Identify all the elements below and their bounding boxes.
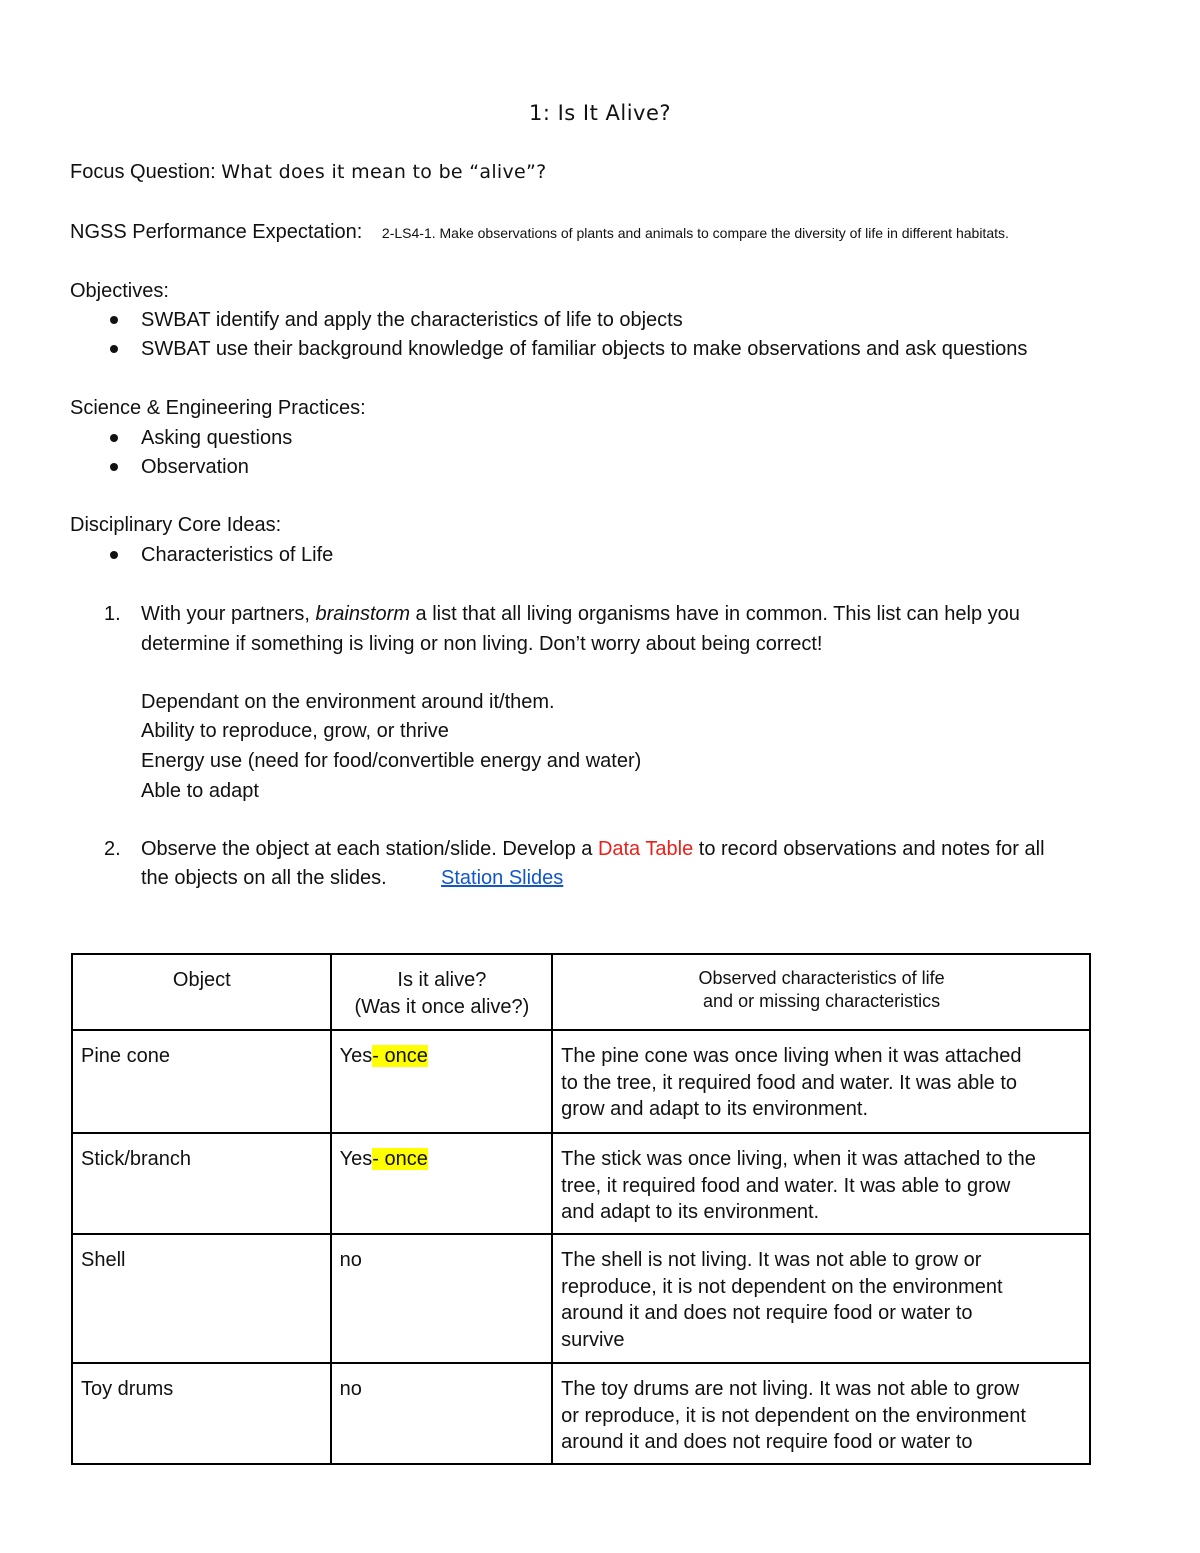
table-row [72, 1133, 1090, 1234]
practice-item: Asking questions [141, 427, 293, 449]
table-row [72, 1234, 1090, 1363]
cell-alive: Yes- once [331, 1030, 553, 1133]
cell-object: Pine cone [72, 1030, 331, 1133]
brainstorm-answer: Able to adapt [141, 780, 259, 802]
objective-item: SWBAT use their background knowledge of familiar objects to make observations and ask questions [141, 338, 1028, 360]
data-table [71, 953, 1091, 1465]
cell-alive: no [331, 1363, 553, 1464]
objective-item: SWBAT identify and apply the characteristics of life to objects [141, 309, 683, 331]
ngss-label: NGSS Performance Expectation: [70, 221, 363, 243]
highlight: - once [372, 1148, 428, 1170]
cell-observed: The pine cone was once living when it was attached to the tree, it required food and water. It was able to grow and adapt to its environment. [552, 1030, 1090, 1133]
focus-question-text: What does it mean to be “alive”? [221, 161, 547, 183]
table-row [72, 1030, 1090, 1133]
brainstorm-answer: Ability to reproduce, grow, or thrive [141, 720, 449, 742]
cell-object: Shell [72, 1234, 331, 1363]
step-2-line-1 [141, 834, 1045, 864]
focus-question [70, 157, 547, 187]
step-1-line-2: determine if something is living or non living. Don’t worry about being correct! [141, 633, 823, 655]
step-2-text-pre: Observe the object at each station/slide. Develop a [141, 838, 598, 860]
header-alive: Is it alive? (Was it once alive?) [331, 954, 553, 1030]
cell-observed: The stick was once living, when it was attached to the tree, it required food and water. It was able to grow and adapt to its environment. [552, 1133, 1090, 1234]
cell-observed: The toy drums are not living. It was not able to grow or reproduce, it is not dependent on the environment around it and does not require food or water to [552, 1363, 1090, 1464]
bullet-icon [110, 463, 118, 471]
cell-alive: Yes- once [331, 1133, 553, 1234]
bullet-icon [110, 551, 118, 559]
highlight: - once [372, 1045, 428, 1067]
cell-observed: The shell is not living. It was not able to grow or reproduce, it is not dependent on the environment around it and does not require food or water to survive [552, 1234, 1090, 1363]
ngss-text: 2-LS4-1. Make observations of plants and animals to compare the diversity of life in different habitats. [381, 225, 1009, 241]
bullet-icon [110, 345, 118, 353]
step-2-text-post: to record observations and notes for all [693, 838, 1045, 860]
step-1-line-1 [141, 599, 1020, 629]
bullet-icon [110, 434, 118, 442]
practices-heading: Science & Engineering Practices: [70, 397, 366, 419]
ngss-expectation [70, 217, 1009, 248]
table-row [72, 1363, 1090, 1464]
header-object: Object [72, 954, 331, 1030]
brainstorm-answer: Energy use (need for food/convertible energy and water) [141, 750, 642, 772]
header-observed: Observed characteristics of life and or missing characteristics [552, 954, 1090, 1030]
cell-alive: no [331, 1234, 553, 1363]
step-1-text-pre: With your partners, [141, 603, 316, 625]
practice-item: Observation [141, 456, 249, 478]
core-ideas-heading: Disciplinary Core Ideas: [70, 514, 282, 536]
step-1-number: 1. [104, 603, 121, 625]
step-1-text-post: a list that all living organisms have in common. This list can help you [410, 603, 1020, 625]
station-slides-link[interactable]: Station Slides [441, 867, 564, 889]
step-2-number: 2. [104, 838, 121, 860]
objectives-heading: Objectives: [70, 280, 169, 302]
page-title: 1: Is It Alive? [528, 101, 672, 125]
data-table-highlight: Data Table [597, 838, 694, 860]
cell-object: Toy drums [72, 1363, 331, 1464]
step-2-line-2: the objects on all the slides. [141, 867, 387, 889]
focus-question-label: Focus Question: [70, 161, 222, 183]
step-1-emphasis: brainstorm [315, 603, 410, 625]
bullet-icon [110, 316, 118, 324]
core-idea-item: Characteristics of Life [141, 544, 334, 566]
cell-object: Stick/branch [72, 1133, 331, 1234]
brainstorm-answer: Dependant on the environment around it/them. [141, 691, 555, 713]
table-header-row [72, 954, 1090, 1030]
